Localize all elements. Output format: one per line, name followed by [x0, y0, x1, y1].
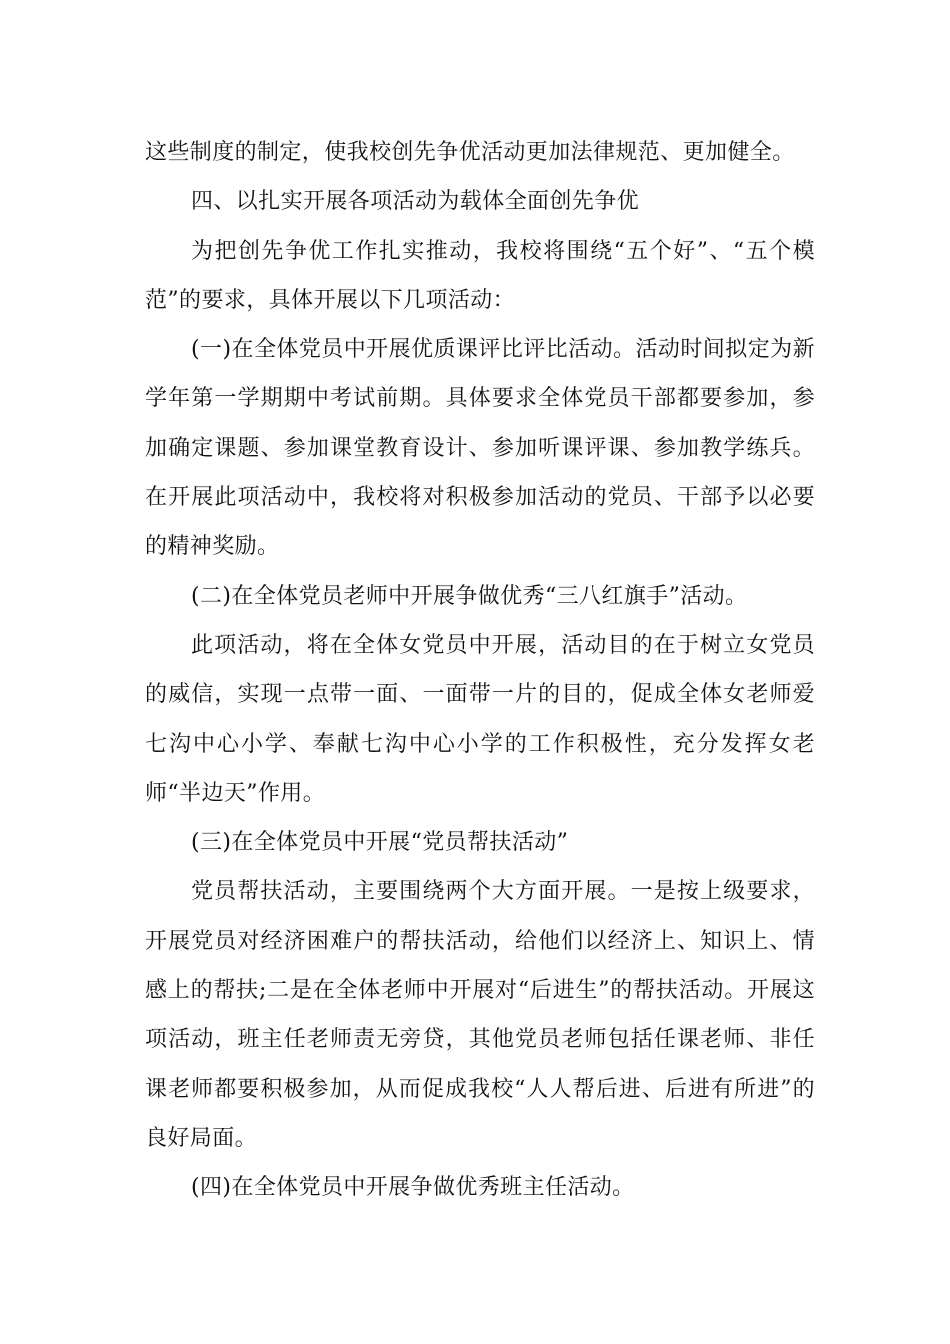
activity-4-heading: (四)在全体党员中开展争做优秀班主任活动。 [191, 1175, 635, 1201]
paragraph-3: 为把创先争优工作扎实推动，我校将围绕“五个好”、“五个模范”的要求，具体开展以下几项活动： [145, 238, 815, 313]
document-body [145, 128, 815, 1213]
paragraph-1: 这些制度的制定，使我校创先争优活动更加法律规范、更加健全。 [145, 140, 795, 165]
activity-2-heading: (二)在全体党员老师中开展争做优秀“三八红旗手”活动。 [191, 583, 748, 609]
section-heading-4: 四、以扎实开展各项活动为载体全面创先争优 [191, 189, 640, 215]
activity-3-heading: (三)在全体党员中开展“党员帮扶活动” [191, 830, 569, 856]
activity-1-paragraph: (一)在全体党员中开展优质课评比评比活动。活动时间拟定为新学年第一学期期中考试前期。具体要求全体党员干部都要参加，参加确定课题、参加课堂教育设计、参加听课评课、参加教学练兵。在开展此项活动中，我校将对积极参加活动的党员、干部予以必要的精神奖励。 [145, 337, 815, 560]
activity-3-paragraph: 党员帮扶活动，主要围绕两个大方面开展。一是按上级要求，开展党员对经济困难户的帮扶活动，给他们以经济上、知识上、情感上的帮扶;二是在全体老师中开展对“后进生”的帮扶活动。开展这项活动，班主任老师责无旁贷，其他党员老师包括任课老师、非任课老师都要积极参加，从而促成我校“人人帮后进、后进有所进”的良好局面。 [145, 879, 815, 1151]
activity-2-paragraph: 此项活动，将在全体女党员中开展，活动目的在于树立女党员的威信，实现一点带一面、一面带一片的目的，促成全体女老师爱七沟中心小学、奉献七沟中心小学的工作积极性，充分发挥女老师“半边天”作用。 [145, 632, 815, 806]
